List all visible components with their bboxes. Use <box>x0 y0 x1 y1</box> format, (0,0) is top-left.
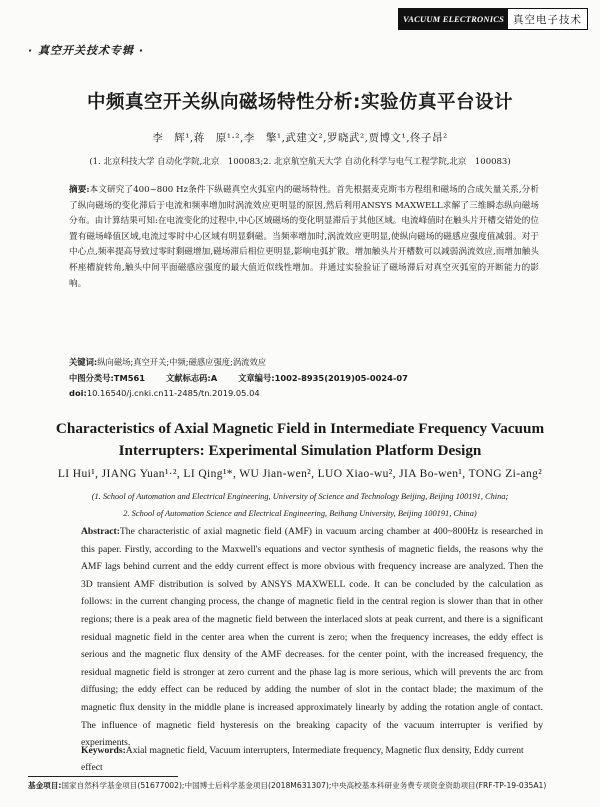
footnote-divider <box>28 776 178 777</box>
journal-badge <box>398 8 588 30</box>
clc-number: 中图分类号:TM561 <box>69 373 146 383</box>
affiliation-english-line: 2. School of Automation Science and Electrical Engineering, Beihang University, Beijing 100191, China) <box>123 509 477 518</box>
funding-text: 国家自然科学基金项目(51677002);中国博士后科学基金项目(2018M631307);中央高校基本科研业务费专项资金资助项目(FRF-TP-19-035A1) <box>61 781 547 790</box>
title-english: Characteristics of Axial Magnetic Field in Intermediate Frequency Vacuum Interrupters: Experimental Simulation Platform Design <box>55 420 545 459</box>
classification-line <box>69 372 539 384</box>
affiliation-english <box>30 488 570 522</box>
abstract-english-text: The characteristic of axial magnetic field (AMF) in vacuum arcing chamber at 400~800Hz is researched in this paper. Firstly, according to the Maxwell's equations and vector synthesis of magnetic fields, the reasons why the AMF lags behind current and the eddy current effect is more obvious with frequency increase are analyzed. Then the 3D transient AMF distribution is solved by ANSYS MAXWELL code. It can be concluded by the calculation as follows: in the current changing process, the change of magnetic field in the central region is slower than that in other regions; there is a peak area of the magnetic field between the interlaced slots at peak current, and there is a significant residual magnetic field in the center area when the current is zero; when the frequency increases, the eddy effect is serious and the magnetic flux density of the AMF decreases. for the center point, with the increased frequency, the residual magnetic field is stronger at zero current and the phase lag is more serious, which will prevents the arc from diffusing; the eddy effect can be reduced by adding the number of slot in the contact blade; the maximum of the magnetic flux density in the middle plane is increased approximately linearly by adding the rotation angle of contact. The influence of magnetic field hysteresis on the breaking capacity of the vacuum interrupter is verified by experiments. <box>81 526 543 749</box>
keywords-english-label: Keywords: <box>81 745 126 756</box>
abstract-english <box>81 523 543 752</box>
keywords-chinese <box>69 356 539 368</box>
document-code: 文献标志码:A <box>165 373 218 383</box>
affiliation-english-line: (1. School of Automation and Electrical Engineering, University of Science and Technology Beijing, Beijing 100191, China; <box>91 492 509 501</box>
authors-english: LI Hui¹, JIANG Yuan¹·², LI Qing¹*, WU Jian-wen², LUO Xiao-wu², JIA Bo-wen¹, TONG Zi-ang² <box>57 468 543 480</box>
doi-line <box>69 388 539 398</box>
keywords-english <box>81 742 543 777</box>
abstract-english-label: Abstract: <box>81 526 120 537</box>
title-chinese: 中频真空开关纵向磁场特性分析:实验仿真平台设计 <box>87 92 513 113</box>
abstract-chinese-label: 摘要: <box>69 185 90 195</box>
abstract-chinese <box>69 183 539 292</box>
abstract-chinese-text: 本文研究了400~800 Hz条件下纵磁真空火弧室内的磁场特性。首先根据麦克斯韦方程组和磁场的合成矢量关系,分析了纵向磁场的变化滞后于电流和频率增加时涡流效应更明显的原因,然后利用ANSYS MAXWELL求解了三维瞬态纵向磁场分布。由计算结果可知:在电流变化的过程中,中心区域磁场的变化明显滞后于其他区域。电流峰值时在触头片开槽交错处的位置有磁场峰值区域,电流过零时中心区域有明显剩磁。当频率增加时,涡流效应更明显,使纵向磁场的磁感应强度值减弱。对于中心点,频率提高导致过零时剩磁增加,磁场滞后相位更明显,影响电弧扩散。增加触头片开槽数可以减弱涡流效应,而增加触头杯座槽旋转角,触头中间平面磁感应强度的最大值近似线性增加。并通过实验验证了磁场滞后对真空灭弧室的开断能力的影响。 <box>69 185 539 289</box>
section-tag: · 真空开关技术专辑 · <box>28 44 145 57</box>
keywords-english-text: Axial magnetic field, Vacuum interrupters, Intermediate frequency, Magnetic flux density, Eddy current effect <box>81 745 524 774</box>
journal-badge-cn: 真空电子技术 <box>508 9 587 29</box>
funding-label: 基金项目: <box>28 781 62 790</box>
article-number: 文章编号:1002-8935(2019)05-0024-07 <box>238 373 408 383</box>
keywords-chinese-text: 纵向磁场;真空开关;中频;磁感应强度;涡流效应 <box>97 357 267 367</box>
journal-badge-en: VACUUM ELECTRONICS <box>399 9 508 29</box>
affiliation-chinese: (1. 北京科技大学 自动化学院,北京 100083;2. 北京航空航天大学 自动化科学与电气工程学院,北京 100083) <box>89 157 511 167</box>
authors-chinese: 李 辉¹,蒋 原¹·²,李 擎¹,武建文²,罗晓武²,贾博文¹,佟子昂² <box>152 132 448 144</box>
doi-label: doi: <box>69 388 87 398</box>
doi-value: 10.16540/j.cnki.cn11-2485/tn.2019.05.04 <box>86 388 260 398</box>
funding-footnote <box>28 779 576 793</box>
keywords-chinese-label: 关键词: <box>69 357 98 367</box>
